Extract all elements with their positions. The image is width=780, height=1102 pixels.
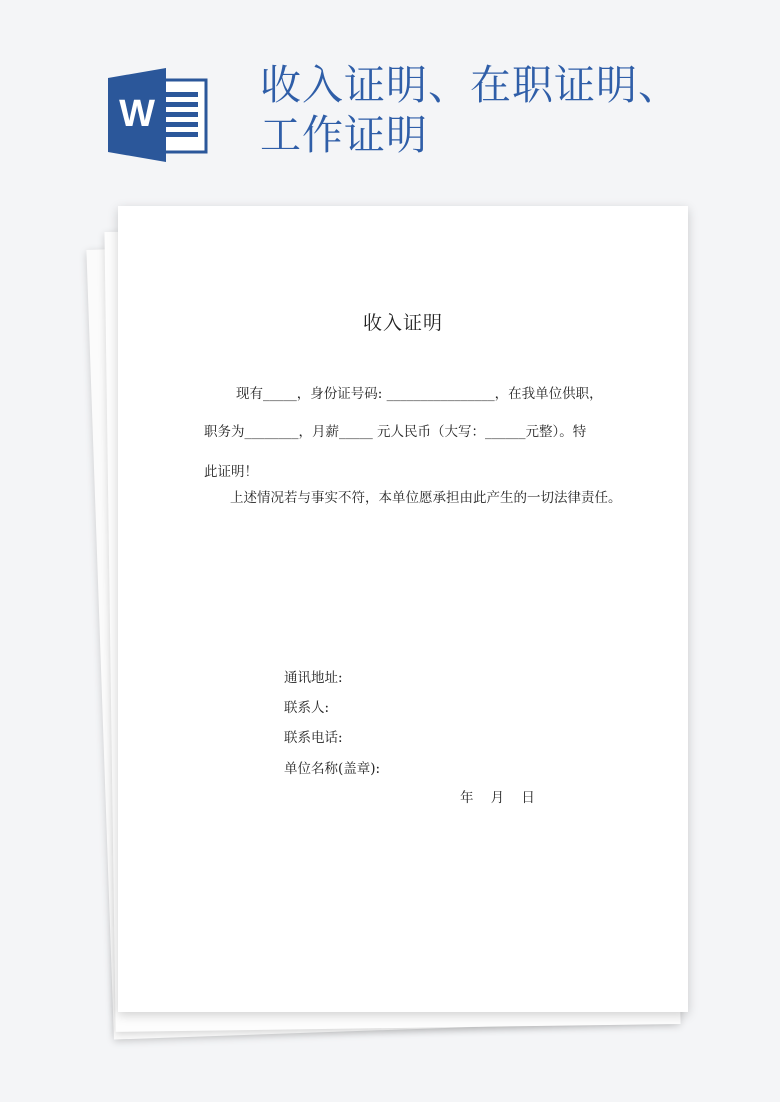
word-letter: W: [119, 93, 155, 135]
address-label: 通讯地址:: [284, 670, 343, 686]
word-document-icon: [108, 68, 210, 162]
paragraph-line-4: 上述情况若与事实不符，本单位愿承担由此产生的一切法律责任。: [230, 490, 622, 506]
company-name-label: 单位名称(盖章):: [284, 761, 381, 777]
page-title-line-1: 收入证明、在职证明、: [260, 61, 680, 109]
document-title: 收入证明: [362, 312, 443, 334]
contact-phone-label: 联系电话:: [284, 730, 343, 746]
paragraph-line-2: 职务为________，月薪_____ 元人民币（大写：______元整）。特: [204, 424, 587, 440]
paragraph-line-3: 此证明！: [204, 464, 258, 480]
page-title: [260, 60, 760, 160]
contact-person-label: 联系人:: [284, 700, 330, 716]
paragraph-line-1: 现有_____，身份证号码: ________________，在我单位供职，: [236, 386, 603, 402]
page-title-line-2: 工作证明: [260, 111, 428, 159]
document-page: [118, 206, 688, 1012]
date-line: 年 月 日: [460, 790, 535, 806]
